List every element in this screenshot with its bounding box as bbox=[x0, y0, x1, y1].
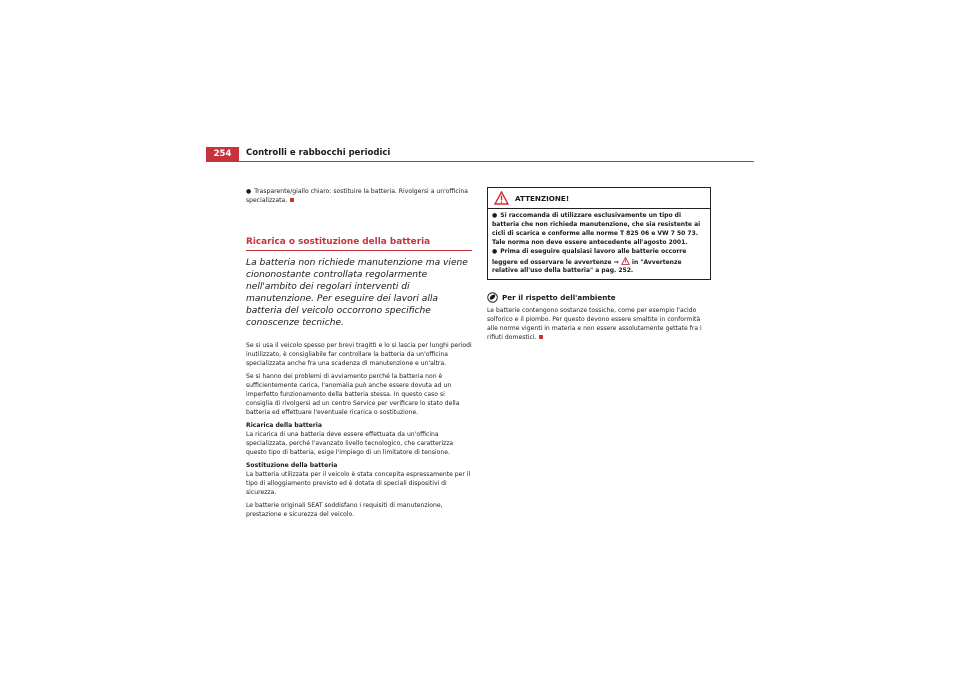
warning-header bbox=[488, 188, 710, 209]
charging-text: La ricarica di una batteria deve essere effettuata da un'officina specializzata, perché l'avanzato livello tecnologico, che caratterizza questo tipo di batteria, esige l'impiego di un limitatore di tensione. bbox=[246, 431, 454, 456]
bullet-icon: ● bbox=[492, 247, 498, 255]
left-column bbox=[246, 187, 472, 519]
section-rule bbox=[246, 250, 472, 251]
environment-header bbox=[487, 292, 712, 303]
lead-paragraph: La batteria non richiede manutenzione ma viene ciononostante controllata regolarmente nell'ambito dei regolari interventi di manutenzione. Per eseguire dei lavori alla batteria del veicolo occorrono specifiche conoscenze tecniche. bbox=[246, 258, 468, 328]
end-of-section-icon bbox=[539, 335, 543, 339]
bullet-icon: ● bbox=[492, 212, 498, 219]
warning-item-1: ● Si raccomanda di utilizzare esclusivamente un tipo di batteria che non richieda manutenzione, che sia resistente ai cicli di scarica e conforme alle norme T 825 06 e VW 7 50 73. Tale norma non deve essere antecedente all'agosto 2001. bbox=[492, 212, 701, 246]
warning-triangle-icon bbox=[494, 191, 509, 205]
body-paragraph-1: Se si usa il veicolo spesso per brevi tragitti e lo si lascia per lunghi periodi inutilizzato, è consigliabile far controllare la batteria da un'officina specializzata anche fra una scadenza di manutenzione e un'altra. bbox=[246, 342, 472, 367]
end-of-section-icon bbox=[290, 198, 294, 202]
environment-leaf-icon bbox=[487, 292, 498, 303]
warning-reference-icon bbox=[621, 257, 630, 265]
replacement-text: La batteria utilizzata per il veicolo è stata concepita espressamente per il tipo di alloggiamento previsto ed è dotata di speciali dispositivi di sicurezza. bbox=[246, 471, 471, 496]
environment-title: Per il rispetto dell'ambiente bbox=[502, 293, 616, 303]
subheading-replacement: Sostituzione della batteria bbox=[246, 462, 338, 469]
intro-bullet: ● Trasparente/giallo chiaro: sostituire la batteria. Rivolgersi a un'officina specializzata. bbox=[246, 188, 469, 204]
warning-box bbox=[487, 187, 711, 280]
page-number: 254 bbox=[206, 147, 239, 161]
warning-title: ATTENZIONE! bbox=[515, 193, 570, 203]
body-paragraph-2: Se si hanno dei problemi di avviamento perché la batteria non è sufficientemente carica, l'anomalia può anche essere dovuta ad un imperfetto funzionamento della batteria stessa. In questo caso si consiglia di rivolgersi ad un centro Service per verificare lo stato della batteria ed effettuare l'eventuale ricarica o sostituzione. bbox=[246, 373, 460, 416]
section-title: Ricarica o sostituzione della batteria bbox=[246, 237, 431, 247]
header-rule bbox=[206, 161, 754, 162]
running-title: Controlli e rabbocchi periodici bbox=[246, 148, 391, 158]
subheading-charging: Ricarica della batteria bbox=[246, 422, 322, 429]
environment-text: Le batterie contengono sostanze tossiche, come per esempio l'acido solforico e il piombo. Per questo devono essere smaltite in conformità alle norme vigenti in materia e non essere assolutamente gettate fra i rifiuti domestici. bbox=[487, 307, 702, 342]
warning-item-2: ● Prima di eseguire qualsiasi lavoro alle batterie occorre leggere ed osservare le avvertenze ⇒ in "Avvertenze relative all'uso della batteria" a pag. 252. bbox=[492, 247, 687, 275]
warning-body bbox=[488, 209, 710, 279]
bullet-icon: ● bbox=[246, 188, 252, 195]
body-paragraph-last: Le batterie originali SEAT soddisfano i requisiti di manutenzione, prestazione e sicurezza del veicolo. bbox=[246, 502, 443, 518]
right-column bbox=[487, 187, 712, 342]
